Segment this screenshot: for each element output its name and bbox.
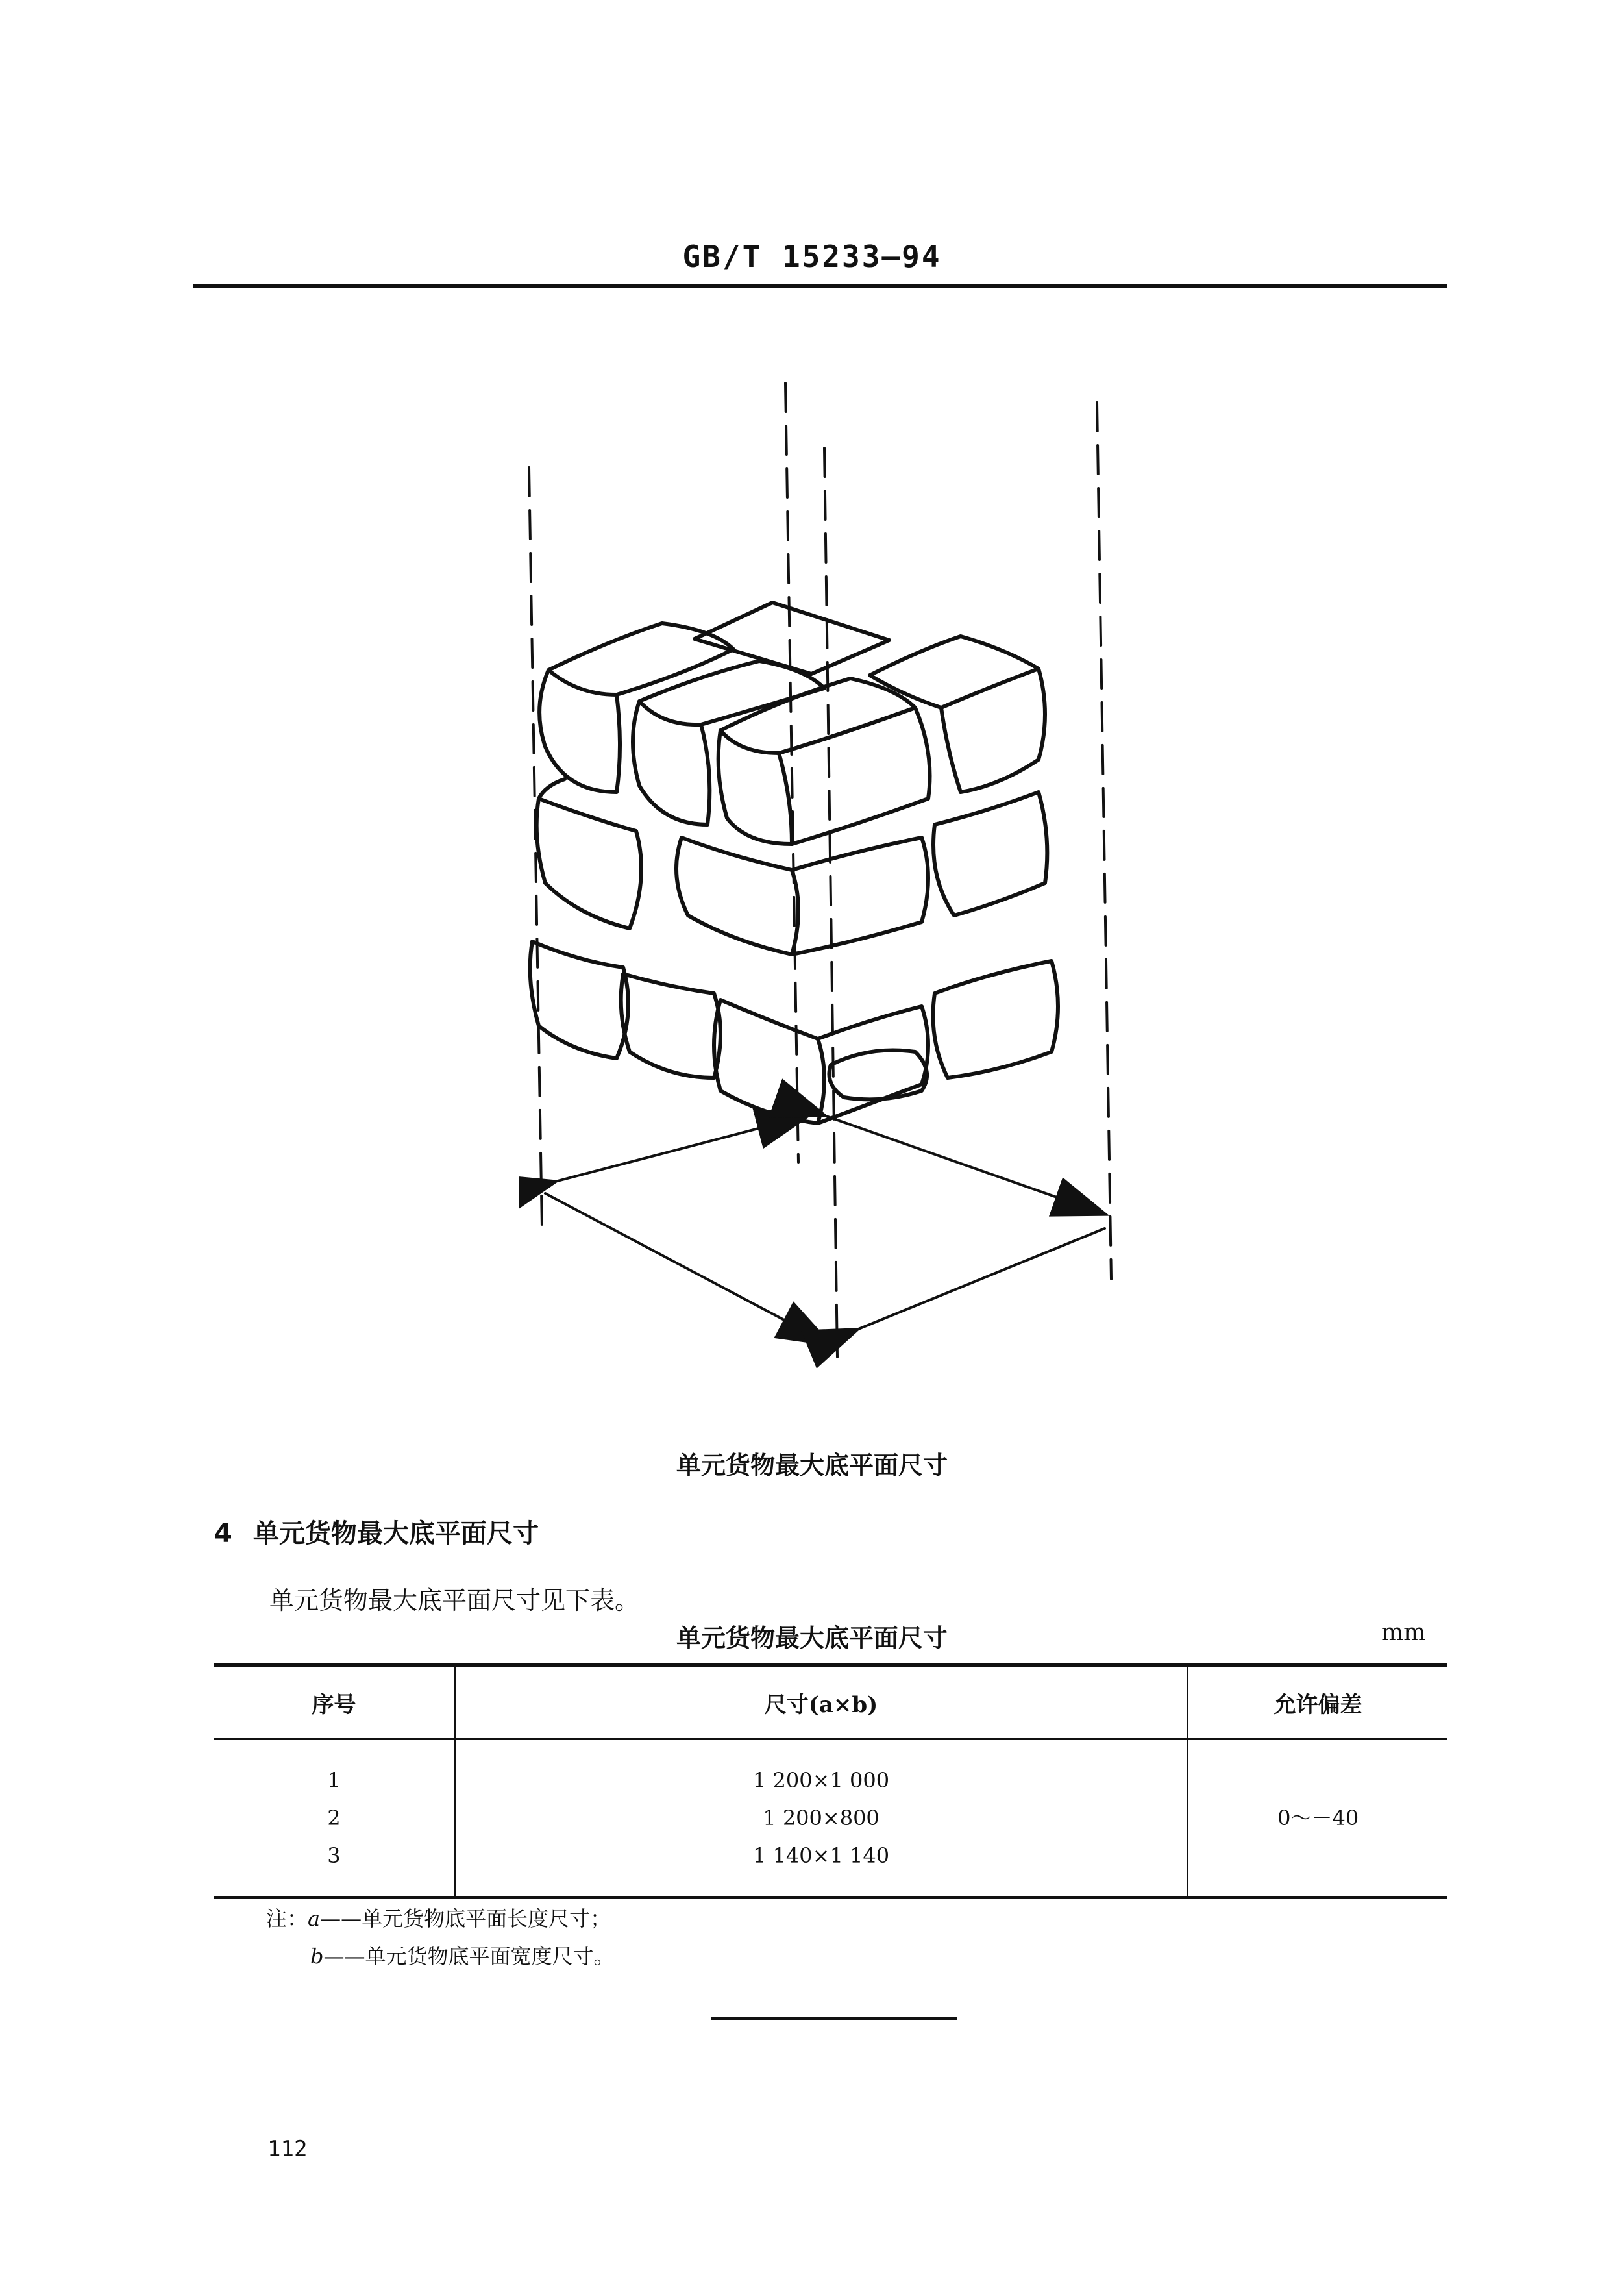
section-heading bbox=[214, 1513, 539, 1550]
size-cell bbox=[454, 1739, 1187, 1898]
section-title: 单元货物最大底平面尺寸 bbox=[253, 1518, 539, 1549]
note-a-text: ——单元货物底平面长度尺寸； bbox=[320, 1906, 611, 1931]
end-rule bbox=[711, 2017, 957, 2020]
note-a-symbol: a bbox=[308, 1906, 321, 1931]
dashed-guide-lines bbox=[529, 383, 1111, 1357]
dimension-table bbox=[214, 1663, 1447, 1899]
row-size: 1 200×1 000 bbox=[753, 1768, 890, 1793]
note-b-symbol: b bbox=[310, 1944, 324, 1969]
row-size: 1 140×1 140 bbox=[753, 1843, 890, 1868]
row-number: 1 bbox=[327, 1768, 341, 1793]
header-size: 尺寸(a×b) bbox=[454, 1665, 1187, 1739]
number-cell bbox=[214, 1739, 454, 1898]
section-intro: 单元货物最大底平面尺寸见下表。 bbox=[269, 1586, 640, 1615]
standard-code-header: GB/T 15233—94 bbox=[682, 239, 942, 274]
figure-caption: 单元货物最大底平面尺寸 bbox=[676, 1450, 948, 1480]
note-b-text: ——单元货物底平面宽度尺寸。 bbox=[323, 1944, 615, 1969]
dimension-arrows bbox=[545, 1115, 1105, 1344]
note-b bbox=[310, 1940, 615, 1970]
row-number: 2 bbox=[327, 1806, 341, 1830]
row-number: 3 bbox=[327, 1843, 341, 1868]
section-number: 4 bbox=[214, 1519, 232, 1549]
table-title: 单元货物最大底平面尺寸 bbox=[676, 1623, 948, 1652]
unit-load-figure bbox=[519, 370, 1155, 1383]
row-size: 1 200×800 bbox=[763, 1806, 880, 1830]
table-unit: mm bbox=[1381, 1619, 1426, 1646]
table-body-row bbox=[214, 1739, 1447, 1898]
note-prefix: 注： bbox=[266, 1906, 308, 1931]
tolerance-cell: 0～－40 bbox=[1188, 1739, 1447, 1898]
page-number: 112 bbox=[267, 2136, 308, 2162]
header-number: 序号 bbox=[214, 1665, 454, 1739]
header-tolerance: 允许偏差 bbox=[1188, 1665, 1447, 1739]
note-a bbox=[266, 1902, 611, 1932]
table-header-row bbox=[214, 1665, 1447, 1739]
header-rule bbox=[193, 284, 1447, 288]
